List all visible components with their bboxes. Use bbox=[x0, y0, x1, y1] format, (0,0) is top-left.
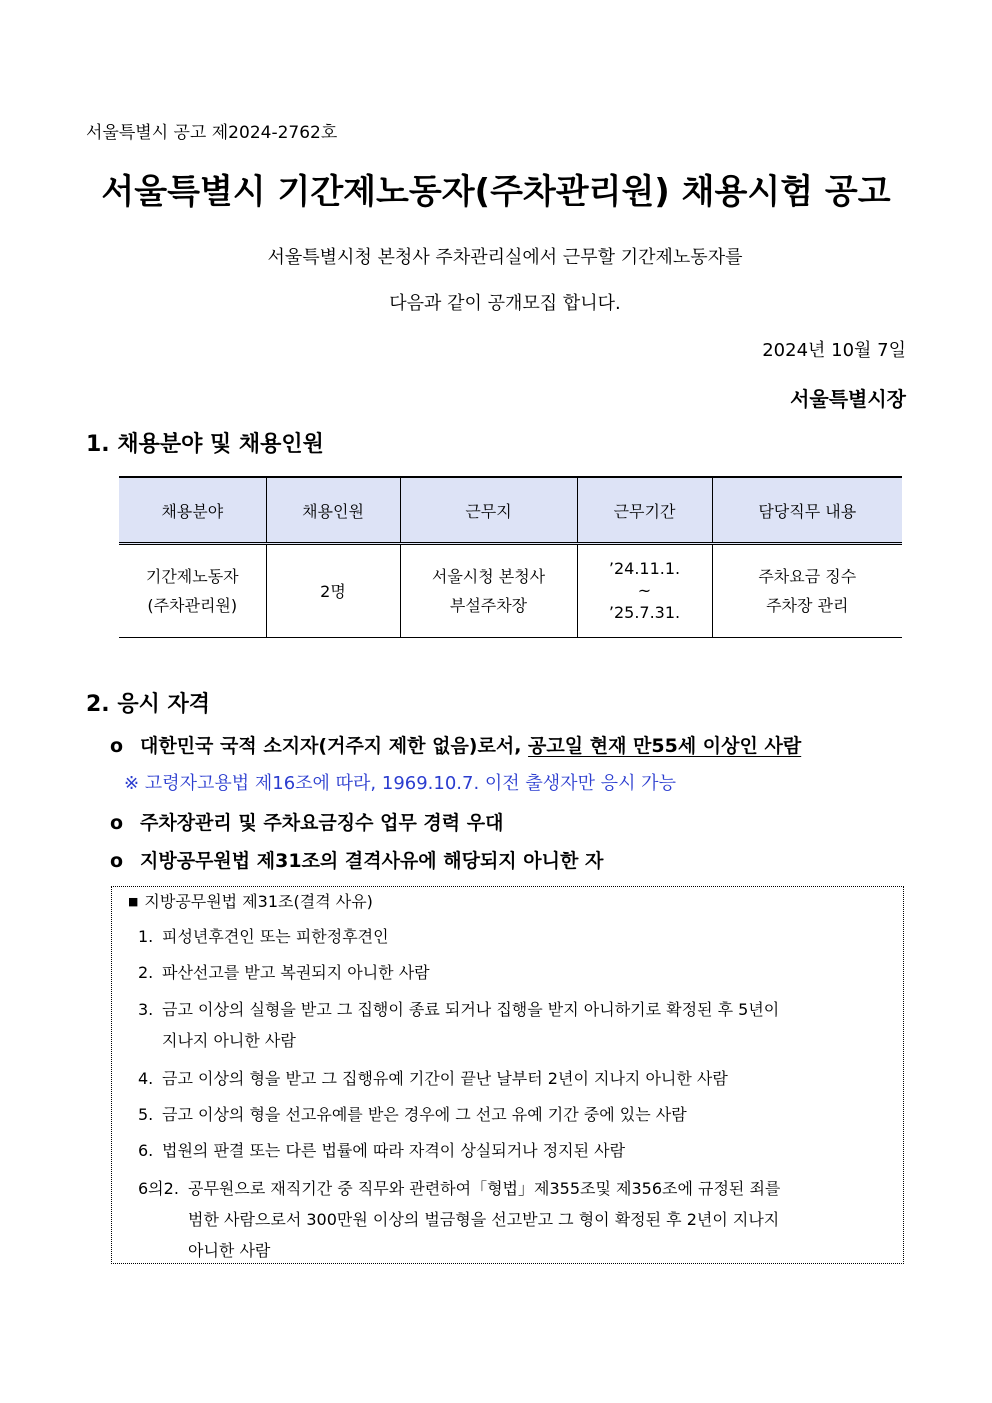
place-line-1: 서울시청 본청사 bbox=[431, 567, 546, 586]
section-1-heading: 1. 채용분야 및 채용인원 bbox=[86, 432, 324, 457]
intro-line-2: 다음과 같이 공개모집 합니다. bbox=[389, 293, 621, 314]
qualification-disqualification bbox=[110, 846, 603, 873]
cell-field bbox=[119, 544, 266, 638]
qualification-age-text: 공고일 현재 만55세 이상인 사람 bbox=[528, 735, 802, 757]
item-continuation: 지나지 아니한 사람 bbox=[162, 1031, 296, 1050]
intro-line-1: 서울특별시청 본청사 주차관리실에서 근무할 기간제노동자를 bbox=[267, 247, 743, 268]
item-text: 금고 이상의 형을 받고 그 집행유예 기간이 끝난 날부터 2년이 지나지 아니한 사람 bbox=[162, 1069, 728, 1088]
list-item bbox=[138, 1066, 728, 1089]
issuer: 서울특별시장 bbox=[790, 387, 906, 411]
item-continuation: 범한 사람으로서 300만원 이상의 벌금형을 선고받고 그 형이 확정된 후 2년이 지나지 bbox=[188, 1210, 780, 1229]
header-duty: 담당직무 내용 bbox=[712, 477, 902, 544]
header-field: 채용분야 bbox=[119, 477, 266, 544]
item-text: 금고 이상의 실형을 받고 그 집행이 종료 되거나 집행을 받지 아니하기로 확정된 후 5년이 bbox=[162, 1000, 780, 1019]
item-text: 파산선고를 받고 복권되지 아니한 사람 bbox=[162, 963, 430, 982]
period-separator: ~ bbox=[637, 581, 652, 600]
item-number: 6. bbox=[138, 1141, 154, 1160]
cell-workplace bbox=[400, 544, 577, 638]
bullet-mark: o bbox=[110, 812, 124, 834]
item-text: 피성년후견인 또는 피한정후견인 bbox=[162, 927, 389, 946]
qualification-experience-text: 주차장관리 및 주차요금징수 업무 경력 우대 bbox=[140, 812, 504, 834]
item-continuation: 아니한 사람 bbox=[188, 1241, 271, 1260]
disqualification-box bbox=[111, 886, 904, 1264]
field-line-2: (주차관리원) bbox=[147, 596, 238, 615]
table-header-row bbox=[119, 477, 902, 544]
header-count: 채용인원 bbox=[266, 477, 400, 544]
qualification-nationality-text: 대한민국 국적 소지자(거주지 제한 없음)로서, bbox=[140, 735, 529, 757]
box-title bbox=[128, 889, 373, 912]
item-number: 1. bbox=[138, 927, 154, 946]
list-item bbox=[138, 924, 389, 947]
bullet-mark: o bbox=[110, 850, 124, 872]
list-item bbox=[138, 997, 779, 1020]
item-number: 5. bbox=[138, 1105, 154, 1124]
header-workplace: 근무지 bbox=[400, 477, 577, 544]
cell-period bbox=[577, 544, 712, 638]
list-item bbox=[138, 1102, 687, 1125]
qualification-disqualification-text: 지방공무원법 제31조의 결격사유에 해당되지 아니한 자 bbox=[140, 850, 604, 872]
item-text: 금고 이상의 형을 선고유예를 받은 경우에 그 선고 유예 기간 중에 있는 사람 bbox=[162, 1105, 687, 1124]
period-start: ’24.11.1. bbox=[608, 559, 681, 578]
cell-duty bbox=[712, 544, 902, 638]
list-item bbox=[138, 1138, 625, 1161]
item-number: 2. bbox=[138, 963, 154, 982]
field-line-1: 기간제노동자 bbox=[145, 567, 239, 586]
item-number: 3. bbox=[138, 1000, 154, 1019]
item-text: 법원의 판결 또는 다른 법률에 따라 자격이 상실되거나 정지된 사람 bbox=[162, 1141, 626, 1160]
list-item bbox=[138, 1176, 780, 1199]
bullet-mark: o bbox=[110, 735, 124, 757]
duty-line-2: 주차장 관리 bbox=[766, 596, 849, 615]
header-period: 근무기간 bbox=[577, 477, 712, 544]
item-number: 4. bbox=[138, 1069, 154, 1088]
cell-count: 2명 bbox=[266, 544, 400, 638]
recruitment-table bbox=[119, 476, 902, 638]
list-item bbox=[138, 960, 430, 983]
qualification-nationality bbox=[110, 731, 801, 758]
qualification-experience bbox=[110, 808, 503, 835]
duty-line-1: 주차요금 징수 bbox=[758, 567, 857, 586]
square-bullet-icon: ■ bbox=[128, 895, 139, 908]
page-title: 서울특별시 기간제노동자(주차관리원) 채용시험 공고 bbox=[101, 172, 891, 212]
item-number: 6의2. bbox=[138, 1179, 179, 1198]
period-end: ’25.7.31. bbox=[608, 603, 681, 622]
place-line-2: 부설주차장 bbox=[449, 596, 528, 615]
item-text: 공무원으로 재직기간 중 직무와 관련하여「형법」제355조및 제356조에 규정된 죄를 bbox=[188, 1179, 781, 1198]
section-2-heading: 2. 응시 자격 bbox=[86, 692, 210, 717]
table-row bbox=[119, 544, 902, 638]
notice-date: 2024년 10월 7일 bbox=[762, 340, 906, 361]
box-title-text: 지방공무원법 제31조(결격 사유) bbox=[144, 892, 373, 911]
notice-number: 서울특별시 공고 제2024-2762호 bbox=[86, 123, 338, 143]
age-note: ※ 고령자고용법 제16조에 따라, 1969.10.7. 이전 출생자만 응시 가능 bbox=[124, 773, 676, 794]
